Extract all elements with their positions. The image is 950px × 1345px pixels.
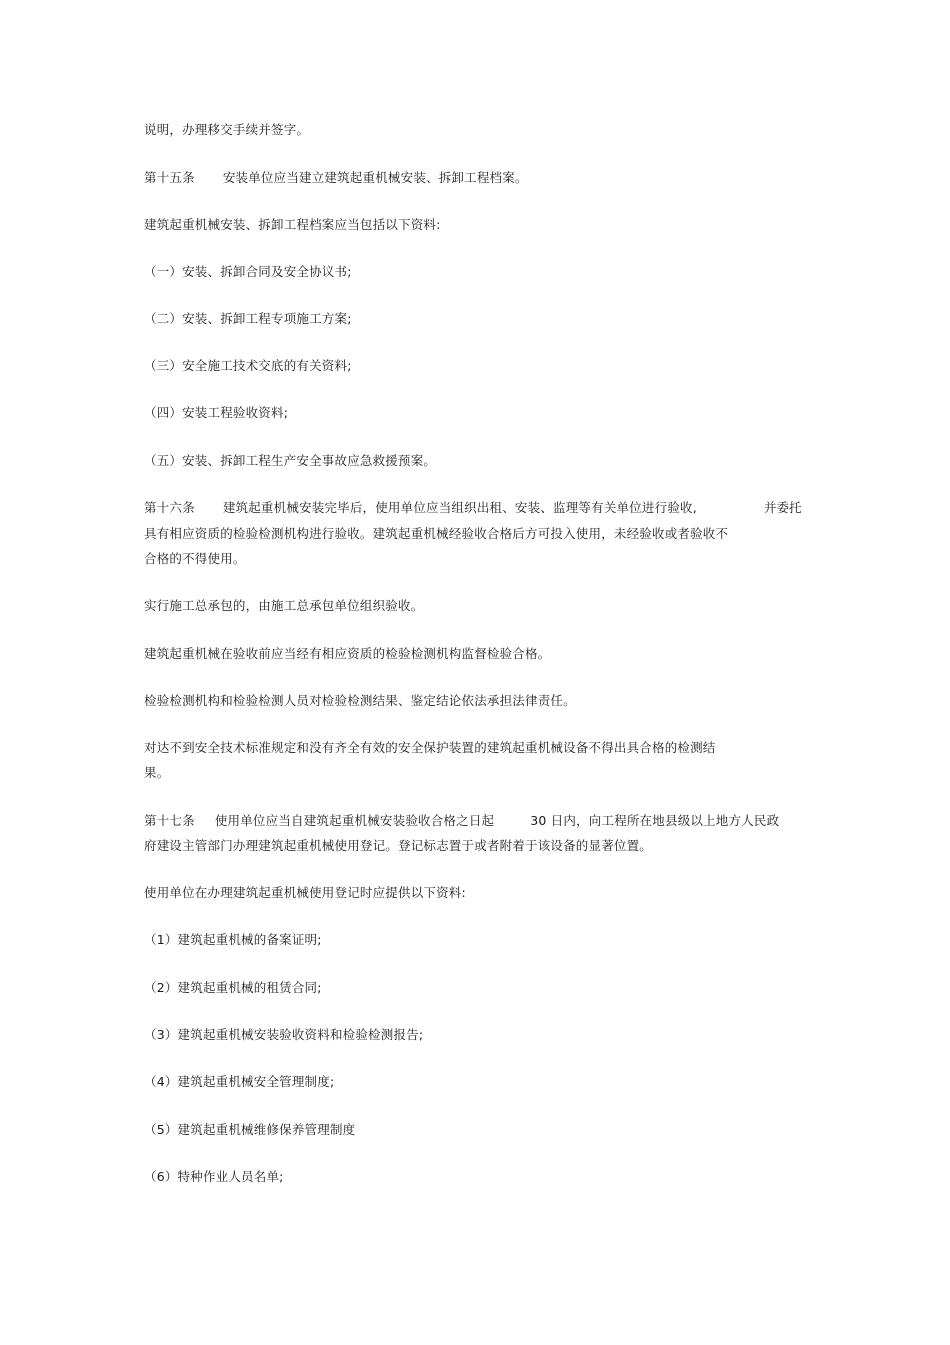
article-16-para-4: 检验检测机构和检验检测人员对检验检测结果、鉴定结论依法承担法律责任。 [144, 693, 576, 708]
article-16-text: 建筑起重机械安装完毕后，使用单位应当组织出租、安装、监理等有关单位进行验收, [222, 500, 697, 515]
article-16-para-3: 建筑起重机械在验收前应当经有相应资质的检验检测机构监督检验合格。 [144, 646, 551, 661]
list-item: （5）建筑起重机械维修保养管理制度 [144, 1122, 356, 1137]
article-17-line-2: 府建设主管部门办理建筑起重机械使用登记。登记标志置于或者附着于该设备的显著位置。 [144, 838, 653, 853]
list-item: （1）建筑起重机械的备案证明; [144, 932, 322, 947]
list-item: （2）建筑起重机械的租赁合同; [144, 980, 322, 995]
article-16-para-2: 实行施工总承包的，由施工总承包单位组织验收。 [144, 598, 424, 613]
article-16-para-5-line-2: 果。 [144, 765, 170, 780]
article-17-number: 第十七条 [144, 813, 195, 828]
article-16-number: 第十六条 [144, 500, 195, 515]
list-item: （6）特种作业人员名单; [144, 1169, 284, 1184]
list-item: （4）建筑起重机械安全管理制度; [144, 1074, 335, 1089]
article-15-text: 安装单位应当建立建筑起重机械安装、拆卸工程档案。 [222, 170, 528, 185]
article-16-line-1-end: 并委托 [764, 500, 802, 515]
article-17-text-a: 使用单位应当自建筑起重机械安装验收合格之日起 [214, 813, 495, 828]
article-16-line-1 [144, 500, 697, 516]
article-15-number: 第十五条 [144, 170, 195, 185]
list-item: （三）安全施工技术交底的有关资料; [144, 358, 352, 373]
list-item: （3）建筑起重机械安装验收资料和检验检测报告; [144, 1027, 424, 1042]
article-16-line-3: 合格的不得使用。 [144, 551, 246, 566]
article-17-intro: 使用单位在办理建筑起重机械使用登记时应提供以下资料: [144, 885, 466, 900]
article-17-text-b: 30 日内，向工程所在地县级以上地方人民政 [530, 813, 780, 828]
list-item: （四）安装工程验收资料; [144, 405, 289, 420]
article-17-line-1 [144, 813, 779, 829]
article-15-heading [144, 170, 528, 186]
list-item: （五）安装、拆卸工程生产安全事故应急救援预案。 [144, 453, 437, 468]
list-item: （二）安装、拆卸工程专项施工方案; [144, 311, 352, 326]
article-16-para-5-line-1: 对达不到安全技术标准规定和没有齐全有效的安全保护装置的建筑起重机械设备不得出具合格的检测结 [144, 740, 716, 755]
paragraph-continuation: 说明，办理移交手续并签字。 [144, 122, 310, 137]
article-16-line-2: 具有相应资质的检验检测机构进行验收。建筑起重机械经验收合格后方可投入使用，未经验收或者验收不 [144, 526, 729, 541]
article-15-intro: 建筑起重机械安装、拆卸工程档案应当包括以下资料: [144, 217, 441, 232]
list-item: （一）安装、拆卸合同及安全协议书; [144, 264, 352, 279]
